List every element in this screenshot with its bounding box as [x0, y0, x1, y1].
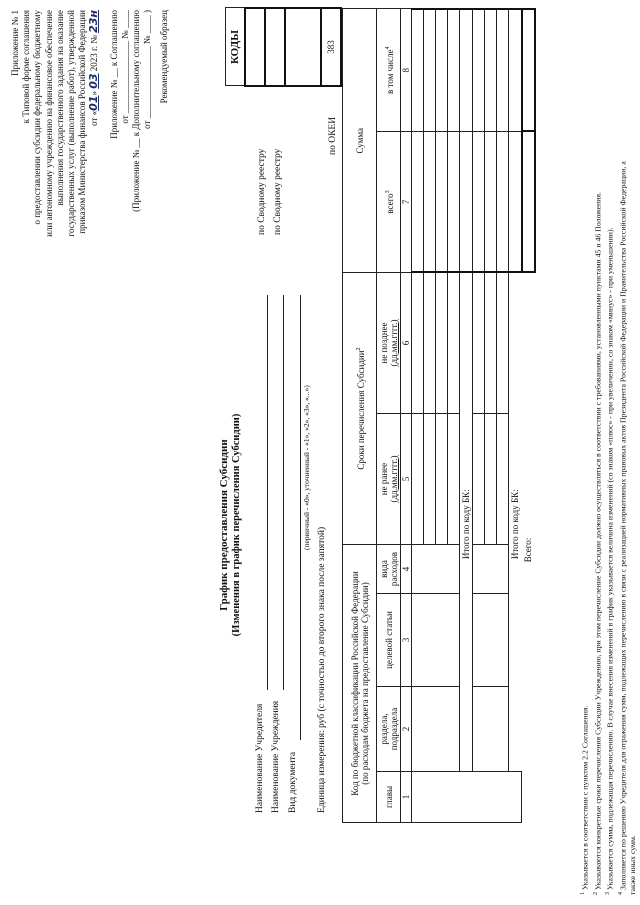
subtotal-label: Итого по коду БК:	[509, 273, 522, 772]
col-head-including: в том числе$^4$	[377, 9, 401, 132]
additional-agreement-line: (Приложение № __ к Дополнительному соглашению	[131, 10, 142, 212]
institution-line	[283, 295, 284, 690]
institution-label: Наименование Учреждения	[271, 700, 281, 813]
appendix-label: Приложение № 1	[10, 10, 20, 76]
col-num: 2	[401, 687, 412, 772]
cell	[436, 414, 448, 545]
agreement-from: от ________________ № ____	[119, 10, 130, 124]
subtotal-label: Итого по коду БК:	[460, 273, 473, 772]
header-line: приказом Министерства финансов Российской Федерации	[77, 10, 88, 234]
cell	[424, 9, 436, 132]
footnote-4: $^4$ Заполняется по решению Учредителя для отражения сумм, подлежащих перечислению в связи с реализацией нормативных правовых актов Президента Российской Федерации и Правительства Российской Федерации, а	[617, 161, 628, 895]
cell	[460, 9, 473, 132]
cell	[424, 414, 436, 545]
cell	[473, 9, 485, 132]
codes-table	[225, 7, 342, 87]
doctype-label: Вид документа	[288, 751, 298, 813]
col-head-expense-type: вида расходов	[377, 545, 401, 594]
code-cell-doctype	[285, 8, 321, 86]
footnotes	[578, 10, 638, 895]
subtotal-row	[460, 9, 473, 823]
okei-label: по ОКЕИ	[328, 116, 338, 155]
document-title: График предоставления Субсидии	[218, 439, 230, 611]
approval-date-line: от «01» 03 2023 г. № 23н	[87, 10, 101, 126]
cell	[448, 273, 460, 414]
cell	[485, 9, 497, 132]
cell	[522, 132, 535, 273]
header-line: выполнения государственного задания на оказание	[54, 10, 65, 206]
handwritten-number: 23н	[87, 10, 101, 33]
founder-label: Наименование Учредителя	[255, 703, 265, 813]
footnote-3: $^3$ Указывается сумма, подлежащая перечислению. В случае внесения изменений в график указывается величина изменений (со знаком «плюс» - при увеличении, со знаком «минус» - при уменьшении).	[605, 227, 615, 895]
col-head-target: целевой статьи	[377, 594, 401, 687]
handwritten-day: 01	[87, 95, 101, 111]
cell	[522, 9, 535, 132]
doctype-line	[300, 295, 301, 740]
header-block	[10, 10, 171, 345]
col-head-not-earlier: не ранее (дд.мм.гггг.)	[377, 414, 401, 545]
document-subtitle: (Изменения в график перечисления Субсидии)	[231, 413, 242, 637]
col-num: 3	[401, 594, 412, 687]
cell	[497, 414, 509, 545]
footnote-1: $^1$ Указывается в соответствии с пунктом 2.2 Соглашения.	[580, 705, 590, 895]
reg2-label: по Сводному реестру	[273, 148, 283, 235]
header-line: к Типовой форме соглашения	[21, 10, 32, 124]
col-head-section: раздела, подраздела	[377, 687, 401, 772]
cell	[412, 772, 522, 823]
col-num: 6	[401, 273, 412, 414]
cell	[436, 273, 448, 414]
cell	[424, 273, 436, 414]
cell	[412, 414, 424, 545]
cell	[485, 273, 497, 414]
codes-header: КОДЫ	[226, 8, 246, 86]
col-head-total: всего$^3$	[377, 132, 401, 273]
code-cell-reg2	[265, 8, 285, 86]
cell	[473, 687, 509, 772]
cell	[448, 9, 460, 132]
recommended-sample: Рекомендуемый образец	[159, 10, 170, 104]
cell	[412, 594, 460, 687]
col-num: 7	[401, 132, 412, 273]
col-num: 1	[401, 772, 412, 823]
cell	[473, 545, 509, 594]
reg1-label: по Сводному реестру	[257, 148, 267, 235]
cell	[485, 414, 497, 545]
cell	[497, 9, 509, 132]
cell	[473, 273, 485, 414]
cell	[485, 132, 497, 273]
cell	[448, 414, 460, 545]
footnote-2: $^2$ Указываются конкретные сроки перечисления Субсидии Учреждению, при этом перечисление Субсидии должно осуществляться в соответствии с требованиями, установленными пунктами 45 и 46 Положения.	[592, 192, 603, 895]
cell	[412, 132, 424, 273]
handwritten-month: 03	[87, 73, 101, 89]
footnote-4-cont: также иных сумм.	[628, 835, 638, 895]
terms-group-header: Сроки перечисления Субсидии$^2$	[343, 273, 377, 545]
cell	[412, 687, 460, 772]
header-line: или автономному учреждению на финансовое обеспечение	[43, 10, 54, 237]
additional-agreement-from: от ________________ № ____ )	[142, 10, 153, 129]
col-num: 5	[401, 414, 412, 545]
col-num: 4	[401, 545, 412, 594]
code-cell-okei: 383	[321, 8, 341, 86]
schedule-table	[342, 8, 536, 823]
cell	[448, 132, 460, 273]
doctype-hint: (первичный - «0», уточненный - «1», «2», «3», «...»)	[302, 385, 311, 550]
sum-group-header: Сумма	[343, 9, 377, 273]
founder-line	[267, 295, 268, 690]
cell	[509, 9, 522, 132]
cell	[473, 132, 485, 273]
table-row	[473, 9, 485, 823]
cell	[412, 273, 424, 414]
grand-total-label: Всего:	[523, 537, 534, 563]
cell	[412, 9, 424, 132]
subtotal-row	[509, 9, 522, 823]
cell	[424, 132, 436, 273]
cell	[497, 273, 509, 414]
col-head-not-later: не позднее (дд.мм.гггг.)	[377, 273, 401, 414]
cell	[473, 414, 485, 545]
agreement-line: Приложение № __ к Соглашению	[108, 10, 119, 139]
code-cell-reg1	[245, 8, 265, 86]
grand-total-row	[522, 9, 535, 823]
cell	[460, 132, 473, 273]
col-head-chapter: главы	[377, 772, 401, 823]
cell	[509, 132, 522, 273]
cell	[412, 545, 460, 594]
header-line: государственных услуг (выполнение работ), утвержденной	[66, 10, 77, 237]
col-num: 8	[401, 9, 412, 132]
bk-group-header: Код по бюджетной классификации Российской Федерации (по расходам бюджета на предоставление Субсидии)	[343, 545, 377, 823]
units-label: Единица измерения: руб (с точностью до второго знака после запятой)	[317, 526, 327, 813]
cell	[436, 9, 448, 132]
cell	[436, 132, 448, 273]
cell	[473, 594, 509, 687]
cell	[497, 132, 509, 273]
header-line: о предоставлении субсидии федеральному бюджетному	[32, 10, 43, 225]
table-row	[412, 9, 424, 823]
